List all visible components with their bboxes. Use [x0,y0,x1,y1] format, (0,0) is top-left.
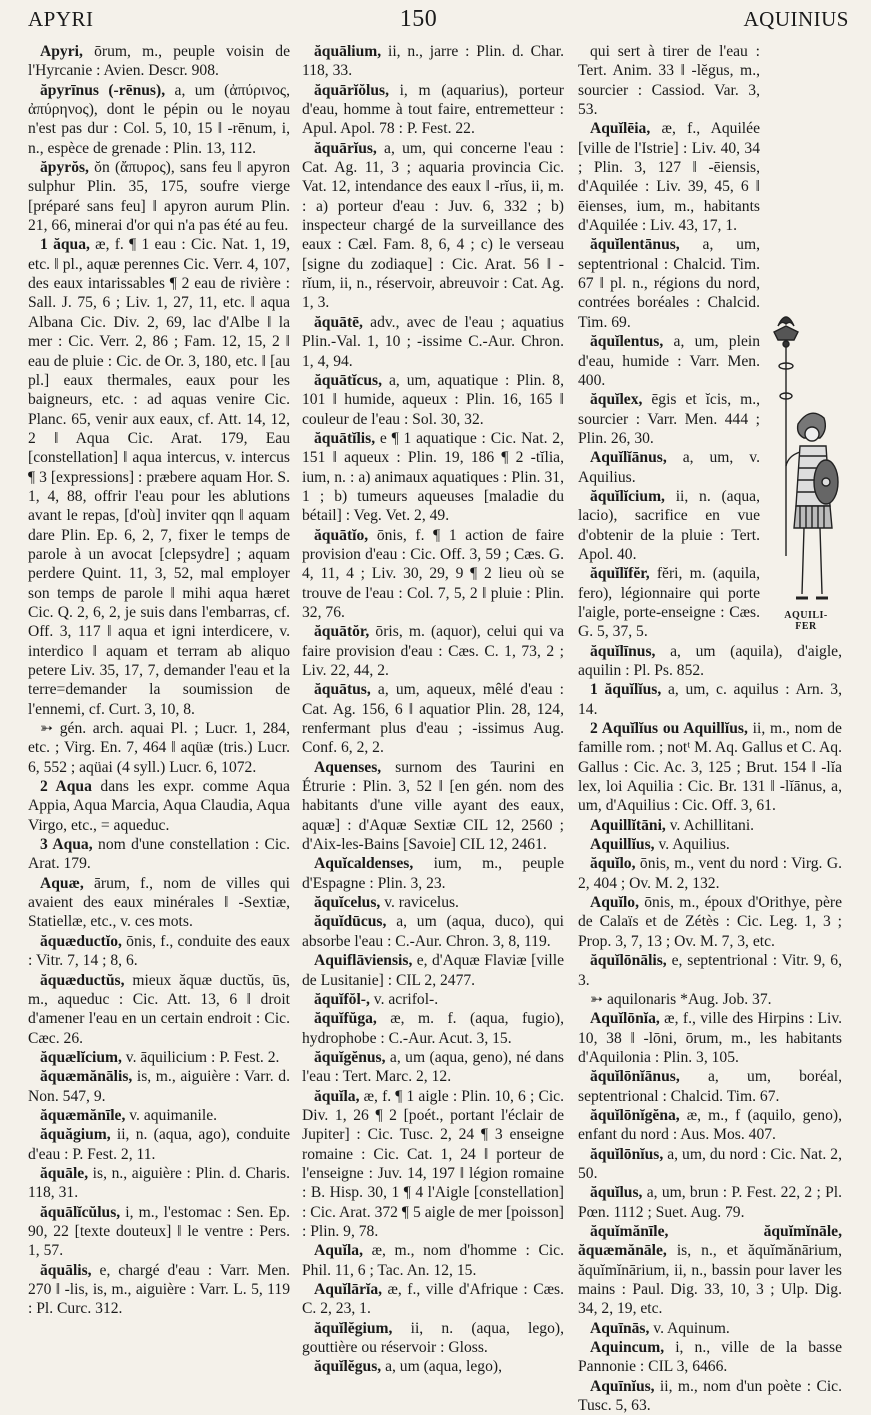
entry-headword: ăquĭlōnālis, [590,952,667,970]
entry-definition: ➳ gén. arch. aquai Pl. ; Lucr. 1, 284, etc. ; Virg. En. 7, 464 ‖ aqüæ (tris.) Lucr. 6, 552 ; aqüai (4 syll.) Lucr. 6, 1072. [28,720,290,776]
dictionary-entry [302,42,564,81]
entry-definition: ēgis et ĭcis, m., sourcier : Varr. Men. 444 ; Plin. 26, 30. [578,391,760,447]
dictionary-entry [578,951,842,990]
entry-definition: a, um, c. aquilus : Arn. 3, 14. [578,681,842,718]
dictionary-entry [28,835,290,874]
entry-headword: ăquĭlōnĭānus, [590,1068,680,1086]
entry-definition: æ, f., ville des Hirpins : Liv. 10, 38 ‖ -lōni, ōrum, m., les habitants d'Aquilonia : Plin. 3, 105. [578,1010,842,1066]
dictionary-entry [578,1183,842,1222]
dictionary-entry [302,893,564,912]
entry-headword: 2 Aquĭlĭus ou Aquillĭus, [590,720,748,738]
entry-headword: Aquĭlēia, [590,120,651,138]
entry-definition: ii, m., nom de famille rom. ; notᵗ M. Aq. Gallus et C. Aq. Gallus : Cic. Ac. 3, 125 ; Brut. 154 ‖ -lĭa lex, loi Aquilia : Cic. Br. 131 ‖ -lĭānus, a, um, d'Aquilius : Cic. Off. 3, 61. [578,720,842,815]
dictionary-entry [28,1203,290,1261]
entry-definition: v. aquimanile. [125,1106,218,1124]
dictionary-entry [578,893,842,951]
figure-caption: AQUILI- FER [784,610,828,632]
dictionary-entry [302,1319,564,1358]
dictionary-entry [578,119,842,235]
dictionary-entry [578,1145,842,1184]
dictionary-entry [28,1106,290,1125]
dictionary-entry [578,1067,842,1106]
dictionary-entry [302,758,564,855]
entry-definition: a, um, septentrional : Chalcid. Tim. 67 ‖ pl. n., régions du nord, contrées boréales : Chalcid. Tim. 69. [578,236,760,331]
dictionary-entry [578,854,842,893]
entry-headword: ăquālĭcŭlus, [40,1203,121,1221]
entry-headword: 3 Aqua, [40,836,93,854]
entry-headword: ăquālium, [314,43,382,60]
page-number: 150 [399,6,438,32]
entry-definition: ➳ aquilonaris *Aug. Job. 37. [590,990,772,1008]
entry-headword: ăquĭlōnĭus, [590,1145,664,1163]
entry-headword: Aquĭlārĭa, [314,1281,383,1298]
entry-definition: a, um, v. Aquilius. [578,449,760,486]
entry-definition: æ, f., Aquilée [ville de l'Istrie] : Liv. 40, 34 ; Plin. 3, 127 ‖ -ēiensis, d'Aquilée : Liv. 39, 45, 6 ‖ ēienses, ium, m., habitants d'Aquilée : Liv. 43, 17, 1. [578,120,760,235]
dictionary-entry [302,951,564,990]
entry-definition: i, m (aquarius), porteur d'eau, homme à tout faire, entremetteur : Apul. Apol. 78 : P. Fest. 22. [302,81,564,138]
dictionary-entry [578,835,842,854]
dictionary-entry [28,81,290,158]
column-3 [578,42,842,1415]
dictionary-entry [302,1087,564,1242]
entry-headword: ăquārĭŏlus, [314,81,389,99]
entry-headword: Aquĭlōnĭa, [590,1010,660,1028]
entry-definition: æ, f. ¶ 1 eau : Cic. Nat. 1, 19, etc. ‖ pl., aquæ perennes Cic. Verr. 4, 107, des eaux intarissables ¶ 2 eau de rivière : Sall. J. 75, 6 ; Liv. 1, 27, 11, etc. ‖ aqua Albana Cic. Div. 2, 69, lac d'Albe ‖ la mer : Cic. Verr. 2, 86 ; Fam. 12, 15, 2 ‖ eau de pluie : Cic. de Or. 3, 180, etc. ‖ [au pl.] eaux thermales, eaux pour les baigneurs, etc. : ad aquas venire Cic. Planc. 65, venir aux eaux, cf. Att. 14, 12, 2 ‖ Aqua Cic. Arat. 179, Eau [constellation] ‖ aqua intercus, v. intercus ¶ 3 [expressions] : præbere aquam Hor. S. 1, 4, 88, offrir l'eau pour les ablutions avant le repas, [d'où] inviter qqn ‖ aquam dare Plin. Ep. 6, 2, 7, fixer le temps de parole à un avocat [clepsydre] ; aquam perdere Quint. 11, 3, 52, mal employer son temps de parole ‖ mihi aqua hæret Cic. Q. 2, 6, 2, je suis dans l'embarras, cf. Off. 3, 117 ‖ aqua et igni interdicere, v. interdico ‖ aquam et terram ab aliquo petere Liv. 35, 17, 7, demander l'eau et la terre=demander la soumission de l'ennemi, cf. Curt. 3, 10, 8. [28,236,290,718]
entry-headword: ăquātŏr, [314,623,370,641]
entry-definition: ōnis, m., vent du nord : Virg. G. 2, 404 ; Ov. M. 2, 132. [578,855,842,892]
entry-headword: Aquillĭtāni, [590,816,666,834]
entry-definition: is, n., aiguière : Plin. d. Charis. 118, 31. [28,1164,290,1202]
entry-headword: ăquāle, [40,1164,89,1182]
dictionary-entry [28,1067,290,1106]
entry-headword: ăquĭcelus, [314,894,381,912]
entry-definition: dans les expr. comme Aqua Appia, Aqua Marcia, Aqua Claudia, Aqua Virgo, etc., = aqueduc. [28,778,290,834]
entry-definition: e, chargé d'eau : Varr. Men. 270 ‖ -lis, is, m., aiguière : Varr. L. 5, 119 : Pl. Curc. 312. [28,1261,290,1318]
column-2 [302,42,564,1376]
entry-definition: a, um (aquila), d'aigle, aquilin : Pl. Ps. 852. [578,642,842,679]
dictionary-entry [28,158,290,235]
entry-headword: ăquārĭus, [314,139,377,157]
entry-definition: fĕri, m. (aquila, fero), légionnaire qui porte l'aigle, porte-enseigne : Cæs. G. 5, 37, 5. [578,565,760,641]
entry-definition: a, um (aqua, duco), qui absorbe l'eau : C.-Aur. Chron. 3, 8, 119. [302,913,564,950]
entry-headword: ăquĭfŏl-, [314,990,370,1008]
entry-definition: e, d'Aquæ Flaviæ [ville de Lusitanie] : CIL 2, 2477. [302,952,564,989]
entry-definition: v. ravicelus. [380,894,459,912]
dictionary-entry [578,42,842,119]
entry-headword: Aquĭlo, [590,894,639,912]
dictionary-entry [302,622,564,680]
dictionary-entry [302,139,564,313]
dictionary-entry [28,1261,290,1319]
entry-definition: a, um, aquatique : Plin. 8, 101 ‖ humide, aqueux : Plin. 16, 165 ‖ couleur de l'eau : Sol. 30, 32. [302,371,564,428]
entry-definition: æ, m., f (aquilo, geno), enfant du nord : Aus. Mos. 407. [578,1106,842,1144]
dictionary-entry [302,81,564,139]
entry-definition: a, um (aqua, lego), [381,1358,502,1376]
dictionary-entry [578,680,842,719]
dictionary-entry [578,1106,842,1145]
entry-headword: ăquĭdūcus, [314,913,387,931]
entry-headword: Aquĭla, [314,1242,363,1260]
entry-definition: ōnis, f., conduite des eaux : Vitr. 7, 14 ; 8, 6. [28,932,290,970]
entry-definition: ŏn (ἄπυρος), sans feu ‖ apyron sulphur Plin. 35, 175, soufre vierge [préparé sans feu] ‖ apyron aurum Plin. 21, 66, minerai d'or qui n'a pas été au feu. [28,159,290,235]
entry-definition: nom d'une constellation : Cic. Arat. 179. [28,836,291,873]
entry-definition: a, um, aqueux, mêlé d'eau : Cat. Ag. 156, 6 ‖ aquatior Plin. 28, 124, renfermant plus d'eau ; -issimus Aug. Conf. 6, 2, 2. [302,681,564,757]
entry-headword: Aquenses, [314,758,382,776]
dictionary-entry [302,1280,564,1319]
aquilifer-figure [770,306,842,636]
entry-definition: v. Achillitani. [665,816,755,834]
entry-definition: ōris, m. (aquor), celui qui va faire provision d'eau : Cæs. C. 1, 73, 2 ; Liv. 22, 44, 2. [302,623,564,679]
entry-headword: Aquīnĭus, [590,1377,655,1395]
entry-definition: ium, m., peuple d'Espagne : Plin. 3, 23. [302,855,564,892]
entry-headword: ăquæmănālis, [40,1068,133,1086]
entry-definition: adv., avec de l'eau ; aquatius Plin.-Val. 1, 10 ; -issime C.-Aur. Chron. 1, 4, 94. [302,313,564,370]
dictionary-entry [302,429,564,526]
entry-headword: ăquăgium, [40,1126,111,1144]
header-last-word: AQUINIUS [743,7,849,31]
entry-headword: ăquæmănīle, [40,1106,126,1124]
entry-definition: v. āquilicium : P. Fest. 2. [121,1048,280,1066]
entry-definition: is, n., et ăquĭmănārium, ăquĭmĭnārium, ii, n., bassin pour laver les mains : Paul. Dig. 33, 10, 3 ; Ulp. Dig. 34, 2, 19, etc. [578,1242,842,1318]
dictionary-entry [578,990,842,1009]
dictionary-entry [578,816,842,835]
entry-headword: Aquĭcaldenses, [314,855,414,873]
entry-headword: ăquĭlōnĭgĕna, [590,1106,680,1124]
dictionary-entry [302,854,564,893]
entry-definition: i, m., l'estomac : Sen. Ep. 90, 22 [texte douteux] ‖ le ventre : Pers. 1, 57. [28,1203,290,1260]
dictionary-entry [302,680,564,757]
entry-headword: ăquĭfŭga, [314,1010,377,1028]
dictionary-entry [302,1048,564,1087]
entry-definition: a, um, brun : P. Fest. 22, 2 ; Pl. Pœn. 1112 ; Suet. Aug. 79. [578,1184,842,1221]
running-head [28,6,849,40]
dictionary-entry [302,1241,564,1280]
entry-headword: ăquātĭlis, [314,429,376,447]
entry-headword: ăquĭgĕnus, [314,1048,386,1066]
dictionary-entry [578,719,842,816]
entry-definition: e, septentrional : Vitr. 9, 6, 3. [578,952,842,989]
entry-headword: Apyri, [40,43,83,60]
entry-headword: ăquĭmănīle, ăquĭmĭnāle, ăquæmănāle, [578,1222,842,1260]
dictionary-entry [28,1048,290,1067]
entry-definition: surnom des Taurini en Étrurie : Plin. 3, 52 ‖ [en gén. nom des habitants d'une ville ayant des eaux, aquæ] : d'Aquæ Sextiæ CIL 12, 2560 ; d'Aix-les-Bains [Savoie] CIL 12, 2461. [302,758,564,854]
dictionary-entry [302,990,564,1009]
entry-headword: ăquælĭcium, [40,1048,122,1066]
entry-headword: 1 ăquĭlĭus, [590,681,662,699]
entry-headword: ăquĭlīnus, [590,642,656,660]
entry-headword: ăquĭlĕgus, [314,1358,382,1376]
entry-definition: i, n., ville de la basse Pannonie : CIL 3, 6466. [578,1339,842,1376]
entry-definition: a, um, du nord : Cic. Nat. 2, 50. [578,1145,842,1182]
entry-headword: ăquæductĭo, [40,932,122,950]
entry-headword: ăquātē, [314,313,363,331]
entry-definition: æ, m., nom d'homme : Cic. Phil. 11, 6 ; Tac. An. 12, 15. [302,1242,564,1279]
entry-definition: æ, m. f. (aqua, fugio), hydrophobe : C.-Aur. Acut. 3, 15. [302,1010,564,1047]
dictionary-entry [28,1125,290,1164]
entry-definition: qui sert à tirer de l'eau : Tert. Anim. 33 ‖ -lĕgus, m., sourcier : Cassiod. Var. 3, 53. [578,43,760,119]
entry-definition: a, um (aqua, geno), né dans l'eau : Tert. Marc. 2, 12. [302,1048,564,1086]
header-first-word: APYRI [28,7,94,31]
entry-headword: ăquĭlex, [590,391,643,409]
entry-headword: ăquātĭcus, [314,371,383,389]
entry-definition: v. Aquilius. [654,836,730,854]
entry-definition: a, um, boréal, septentrional : Chalcid. Tim. 67. [578,1068,842,1105]
dictionary-entry [28,719,290,777]
entry-headword: ăquĭlĕgium, [314,1319,393,1337]
dictionary-entry [578,1009,842,1067]
entry-headword: ăquātĭo, [314,526,369,544]
entry-headword: ăpyrŏs, [40,159,89,177]
dictionary-entry [28,235,290,719]
entry-definition: a, um, qui concerne l'eau : Cat. Ag. 11, 3 ; aquaria provincia Cic. Vat. 12, intendance des eaux ‖ -rĭus, ii, m. : a) porteur d'eau : Juv. 6, 332 ; b) inspecteur chargé de la surveillance des eaux : Cæl. Fam. 8, 6, 4 ; c) le verseau [signe du zodiaque] : Cic. Arat. 56 ‖ -rĭum, ii, n., réservoir, abreuvoir : Cat. Ag. 1, 3. [302,139,564,312]
entry-definition: v. Aquinum. [649,1319,730,1337]
dictionary-entry [302,526,564,623]
dictionary-entry [302,912,564,951]
entry-definition: v. acrifol-. [369,990,439,1008]
entry-definition: ōrum, m., peuple voisin de l'Hyrcanie : Avien. Descr. 908. [28,43,290,80]
entry-headword: Aquincum, [590,1339,665,1357]
dictionary-entry [28,777,290,835]
entry-definition: ii, m., nom d'un poète : Cic. Tusc. 5, 63. [578,1377,842,1415]
entry-headword: Aquīnās, [590,1319,650,1337]
entry-headword: ăquĭlus, [590,1184,643,1202]
entry-definition: ii, n., jarre : Plin. d. Char. 118, 33. [302,43,564,80]
aquilifer-illustration-icon [770,306,842,610]
dictionary-entry [302,371,564,429]
entry-definition: a, um, plein d'eau, humide : Varr. Men. 400. [578,333,760,389]
entry-headword: 2 Aqua [40,778,92,796]
dictionary-entry [578,1338,842,1377]
entry-definition: e ¶ 1 aquatique : Cic. Nat. 2, 151 ‖ aqueux : Plin. 19, 186 ¶ 2 -tĭlia, ium, n. : a) animaux aquatiques : Plin. 31, 1 ; b) tumeurs aqueuses [maladie du bétail] : Veg. Vet. 2, 49. [302,429,564,525]
entry-definition: mieux ăquæ ductŭs, ūs, m., aqueduc : Cic. Att. 13, 6 ‖ droit d'amener l'eau en un certain endroit : Cic. Cæc. 26. [28,971,290,1047]
entry-headword: Aquillĭus, [590,836,655,854]
entry-headword: ăquĭlĭcium, [590,487,665,505]
entry-definition: a, um (ἀπύρινος, ἀπύρηνος), dont le pépin ou le noyau n'est pas dur : Col. 5, 10, 15 ‖ -rēnum, i, n., espèce de grenade : Plin. 13, 112. [28,81,290,157]
dictionary-entry [28,932,290,971]
column-1 [28,42,290,1346]
entry-definition: ii, n. (aqua, ago), conduite d'eau : P. Fest. 2, 11. [28,1126,290,1163]
entry-headword: ăquĭlentus, [590,333,664,351]
entry-headword: 1 ăqua, [40,236,90,254]
entry-headword: ăpyrīnus (-rēnus), [40,81,166,99]
entry-headword: ăquæductŭs, [40,971,125,989]
dictionary-entry [28,971,290,1048]
entry-definition: ii, n. (aqua, lego), gouttière ou réservoir : Gloss. [302,1319,564,1357]
entry-headword: ăquĭlentānus, [590,236,680,254]
entry-definition: is, m., aiguière : Varr. d. Non. 547, 9. [28,1068,290,1105]
entry-definition: ārum, f., nom de villes qui avaient des eaux minérales ‖ -Sextiæ, Statiellæ, etc., v. ces mots. [28,874,290,931]
dictionary-entry [578,1222,842,1319]
entry-headword: Aquæ, [40,874,84,892]
entry-definition: æ, f. ¶ 1 aigle : Plin. 10, 6 ; Cic. Div. 1, 26 ¶ 2 [poét., portant l'éclair de Jupiter] : Cic. Tusc. 2, 24 ¶ 3 enseigne romaine : Cic. Cat. 1, 24 ‖ porteur de l'enseigne : Juv. 14, 197 ‖ légion romaine : B. Hisp. 30, 1 ¶ 4 l'Aigle [constellation] : Cic. Arat. 372 ¶ 5 aigle de mer [poisson] : Plin. 9, 78. [302,1087,564,1240]
dictionary-entry [28,874,290,932]
dictionary-entry [578,1377,842,1415]
entry-definition: ōnis, m., époux d'Orithye, père de Calaïs et de Zétès : Cic. Leg. 1, 3 ; Prop. 3, 7, 13 ; Ov. M. 7, 3, etc. [578,894,842,950]
entry-headword: ăquĭlo, [590,855,636,873]
entry-headword: ăquālis, [40,1261,92,1279]
dictionary-entry [578,642,842,681]
dictionary-entry [302,313,564,371]
dictionary-entry [578,1319,842,1338]
dictionary-entry [28,42,290,81]
entry-headword: Aquĭlĭānus, [590,449,667,467]
dictionary-entry [28,1164,290,1203]
dictionary-entry [302,1357,564,1376]
entry-headword: Aquiflāviensis, [314,952,413,970]
entry-definition: æ, f., ville d'Afrique : Cæs. C. 2, 23, 1. [302,1281,564,1318]
entry-headword: ăquĭlĭfĕr, [590,565,650,583]
entry-headword: ăquĭla, [314,1087,360,1105]
entry-definition: ii, n. (aqua, lacio), sacrifice en vue d'obtenir de la pluie : Tert. Apol. 40. [578,487,760,563]
entry-headword: ăquātus, [314,681,371,699]
entry-definition: ōnis, f. ¶ 1 action de faire provision d'eau : Cic. Off. 3, 59 ; Cæs. G. 4, 11, 4 ; Liv. 30, 29, 9 ¶ 2 lieu où se trouve de l'eau : Col. 7, 5, 2 ‖ pluie : Plin. 32, 76. [302,526,564,621]
dictionary-entry [302,1009,564,1048]
